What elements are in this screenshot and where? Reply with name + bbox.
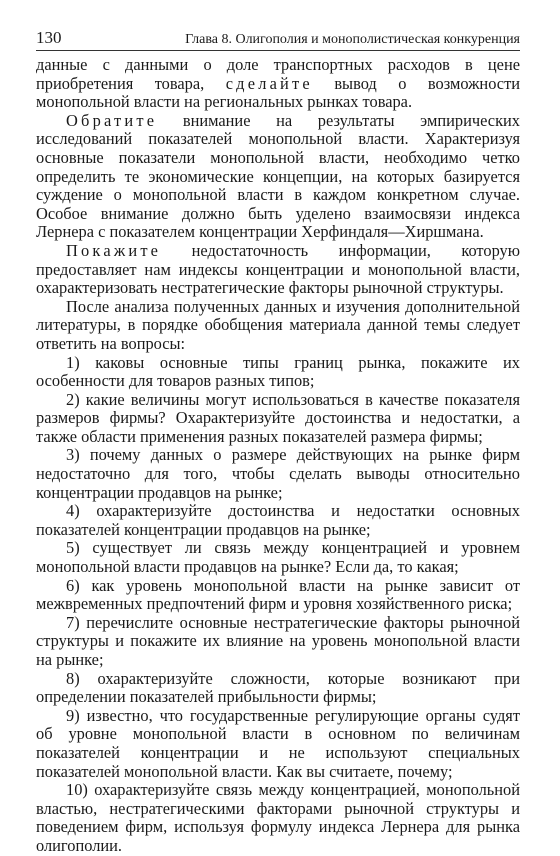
running-title: Глава 8. Олигополия и монополистическая конкуренция — [185, 32, 520, 47]
paragraph-3 — [36, 242, 520, 298]
question-item: 4) охарактеризуйте достоинства и недостатки основных показателей концентрации продавцов на рынке; — [36, 501, 520, 539]
paragraph-3-text: недостаточность информации, которую предоставляет нам индексы концентрации и монопольной власти, охарактеризовать нестратегические факторы рыночной структуры. — [36, 240, 520, 298]
paragraph-1 — [36, 56, 520, 112]
page-number: 130 — [36, 28, 62, 47]
question-item: 1) каковы основные типы границ рынка, покажите их особенности для товаров разных типов; — [36, 352, 520, 391]
emphasis-obratite: Обратите — [66, 110, 158, 130]
question-item: 9) известно, что государственные регулирующие органы судят об уровне монопольной власти в основном по величинам показателей концентрации и не используют специальных показателей монопольной власти. Как вы считаете, почему; — [36, 705, 520, 781]
question-item: 3) почему данных о размере действующих на рынке фирм недостаточно для того, чтобы сделать выводы относительно концентрации продавцов на рынке; — [36, 445, 520, 502]
question-item: 5) существует ли связь между концентрацией и уровнем монопольной власти продавцов на рынке? Если да, то какая; — [36, 538, 520, 577]
emphasis-sdelaite: сделайте — [225, 73, 313, 93]
question-item: 7) перечислите основные нестратегические факторы рыночной структуры и покажите их влияние на уровень монопольной власти на рынке; — [36, 612, 520, 669]
paragraph-2 — [36, 112, 520, 242]
page-body — [36, 56, 520, 856]
question-item: 2) какие величины могут использоваться в качестве показателя размеров фирмы? Охарактеризуйте достоинства и недостатки, а также области применения разных показателей размера фирмы; — [36, 389, 520, 446]
question-item: 8) охарактеризуйте сложности, которые возникают при определении показателей прибыльности фирмы; — [36, 668, 520, 707]
emphasis-pokazhite: Покажите — [66, 240, 162, 260]
paragraph-2-text: внимание на результаты эмпирических исследований показателей монопольной власти. Характеризуя основные показатели монопольной власти, необходимо четко определить те экономические концепции, на которых базируется суждение о монопольной власти в каждом конкретном случае. Особое внимание должно быть уделено взаимосвязи индекса Лернера с показателем концентрации Херфиндаля—Хиршмана. — [36, 110, 520, 242]
paragraph-4: После анализа полученных данных и изучения дополнительной литературы, в порядке обобщения материала данной темы следует ответить на вопросы: — [36, 296, 520, 353]
paragraph-1-text-a: данные с данными о доле транспортных расходов в цене приобретения товара, — [36, 55, 520, 93]
paragraph-1-text-b: вывод о возможности монопольной власти на региональных рынках товара. — [36, 73, 521, 112]
page-header — [36, 28, 520, 51]
question-item: 6) как уровень монопольной власти на рынке зависит от межвременных предпочтений фирм и уровня хозяйственного риска; — [36, 575, 520, 614]
question-item: 10) охарактеризуйте связь между концентрацией, монопольной властью, нестратегическими факторами рыночной структуры и поведением фирм, используя формулу индекса Лернера для рынка олигополии. — [36, 780, 520, 855]
